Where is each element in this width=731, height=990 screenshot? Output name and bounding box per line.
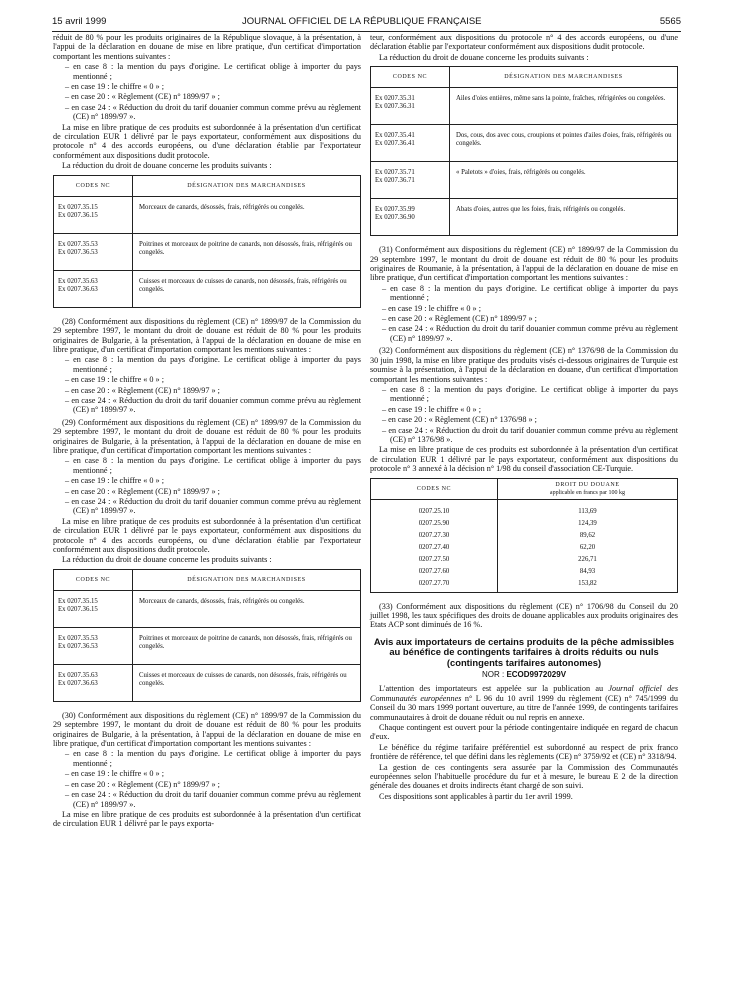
codes-cell xyxy=(371,125,450,162)
codes-cell xyxy=(54,270,133,307)
designation-cell: Cuisses et morceaux de cuisses de canards, non désossés, frais, réfrigérés ou congelés. xyxy=(133,270,361,307)
mention-item: – en case 8 : la mention du pays d'origine. Le certificat oblige à importer du pays mentionné ; xyxy=(382,283,678,303)
designation-cell: Cuisses et morceaux de cuisses de canards, non désossés, frais, réfrigérés ou congelés. xyxy=(133,664,361,701)
mention-item: – en case 8 : la mention du pays d'origine. Le certificat oblige à importer du pays mentionné ; xyxy=(65,355,361,374)
code-nc: Ex 0207.36.15 xyxy=(58,605,98,613)
table-row xyxy=(371,578,678,593)
droit-value: 124,39 xyxy=(498,518,678,530)
column-header-codes: CODES NC xyxy=(54,569,133,590)
droit-value: 226,71 xyxy=(498,554,678,566)
designation-cell: Dos, cous, dos avec cous, croupions et pointes d'ailes d'oies, frais, réfrigérés ou congelés. xyxy=(450,125,678,162)
mention-item: – en case 20 : « Règlement (CE) n° 1899/97 » ; xyxy=(65,92,220,102)
paragraph-reduction: La réduction du droit de douane concerne les produits suivants : xyxy=(62,161,272,171)
paragraph-32: (32) Conformément aux dispositions du règlement (CE) n° 1376/98 de la Commission du 30 juin 1998, la mise en libre pratique des produits visés ci-dessous originaires de Turquie est soumise à la présentation, à l'appui de la déclaration en douane, d'un certificat d'importation comportant les mentions suivantes : xyxy=(370,346,678,384)
avis-p1-end: n° L 96 du 10 avril 1999 du règlement (CE) n° 745/1999 du Conseil du 30 mars 1999 portant ouverture, au titre de l'année 1999, de contingents tarifaires communautaires à droit de douane réduit ou nul repris en annexe. xyxy=(370,693,678,722)
nor-label: NOR : xyxy=(481,670,505,679)
code-nc: Ex 0207.35.41 xyxy=(375,132,415,140)
mentions-list xyxy=(370,284,678,343)
table-row xyxy=(371,554,678,566)
paragraph-slovaquie: réduit de 80 % pour les produits originaires de la République slovaque, à la présentation, à l'appui de la déclaration en douane de mise en libre pratique, d'un certificat d'importation comportant les mentions suivantes : xyxy=(53,33,361,61)
nor-reference xyxy=(370,670,678,679)
designation-cell: Morceaux de canards, désossés, frais, réfrigérés ou congelés. xyxy=(133,590,361,627)
right-column xyxy=(370,33,678,802)
paragraph-mise-en-libre: La mise en libre pratique de ces produits est subordonnée à la présentation d'un certificat de circulation EUR 1 délivré par le pays exporta- xyxy=(53,809,361,829)
table-row xyxy=(371,199,678,236)
paragraph-33: (33) Conformément aux dispositions du règlement (CE) n° 1706/98 du Conseil du 20 juillet 1998, les taux spécifiques des droits de douane applicables aux produits originaires des Etats ACP sont diminués de 16 %. xyxy=(370,601,678,630)
mention-item: – en case 8 : la mention du pays d'origine. Le certificat oblige à importer du pays mentionné ; xyxy=(382,384,678,404)
mentions-list xyxy=(53,456,361,515)
column-header-droit xyxy=(498,478,678,499)
codes-cell xyxy=(371,199,450,236)
table-row xyxy=(371,499,678,518)
avis-paragraph-1 xyxy=(370,684,678,722)
mention-item: – en case 19 : le chiffre « 0 » ; xyxy=(65,82,164,92)
mention-item: – en case 20 : « Règlement (CE) n° 1899/97 » ; xyxy=(65,779,220,789)
table-row xyxy=(371,566,678,578)
droit-header-line2: applicable en francs par 100 kg xyxy=(549,489,626,496)
mentions-list xyxy=(53,749,361,808)
mention-item: – en case 8 : la mention du pays d'origine. Le certificat oblige à importer du pays mentionné ; xyxy=(65,749,361,768)
column-header-codes: CODES NC xyxy=(54,175,133,196)
mention-item: – en case 24 : « Réduction du droit du tarif douanier commun comme prévu au règlement (CE) n° 1899/97 ». xyxy=(382,324,678,343)
paragraph-reduction: La réduction du droit de douane concerne les produits suivants : xyxy=(379,52,589,62)
droit-value: 153,82 xyxy=(498,578,678,593)
code-nc: Ex 0207.35.71 xyxy=(375,169,415,177)
header-page-number: 5565 xyxy=(659,16,681,27)
code-nc: Ex 0207.35.63 xyxy=(58,277,98,285)
mention-item: – en case 24 : « Réduction du droit du tarif douanier commun comme prévu au règlement (CE) n° 1376/98 ». xyxy=(382,425,678,444)
avis-paragraph-3: Le bénéfice du régime tarifaire préférentiel est subordonné au respect de prix franco frontière de référence, tel que défini dans les règlements (CE) n° 3759/92 et (CE) n° 3318/94. xyxy=(370,742,678,762)
products-table xyxy=(53,569,361,702)
column-header-designation: DÉSIGNATION DES MARCHANDISES xyxy=(133,569,361,590)
mention-item: – en case 19 : le chiffre « 0 » ; xyxy=(65,375,164,385)
products-table xyxy=(370,66,678,236)
code-nc: Ex 0207.36.63 xyxy=(58,285,98,293)
code-nc: Ex 0207.35.99 xyxy=(375,206,415,214)
table-row xyxy=(371,542,678,554)
code-nc: Ex 0207.36.90 xyxy=(375,214,415,222)
mention-item: – en case 19 : le chiffre « 0 » ; xyxy=(65,476,164,486)
page-header xyxy=(52,16,681,28)
mention-item: – en case 24 : « Réduction du droit du tarif douanier commun comme prévu au règlement (CE) n° 1899/97 ». xyxy=(65,790,361,809)
mention-item: – en case 19 : le chiffre « 0 » ; xyxy=(382,404,481,414)
paragraph-reduction: La réduction du droit de douane concerne les produits suivants : xyxy=(62,555,272,565)
code-nc: Ex 0207.35.53 xyxy=(58,240,98,248)
mention-item: – en case 8 : la mention du pays d'origine. Le certificat oblige à importer du pays mentionné ; xyxy=(65,456,361,475)
code-nc: Ex 0207.35.15 xyxy=(58,203,98,211)
mention-item: – en case 20 : « Règlement (CE) n° 1376/98 » ; xyxy=(382,415,537,425)
codes-cell xyxy=(54,233,133,270)
table-row xyxy=(54,233,361,270)
droit-header-line1: DROIT DU DOUANE xyxy=(555,481,620,488)
designation-cell: « Paletots » d'oies, frais, réfrigérés ou congelés. xyxy=(450,162,678,199)
mention-item: – en case 24 : « Réduction du droit du tarif douanier commun comme prévu au règlement (CE) n° 1899/97 ». xyxy=(65,497,361,516)
code-nc: 0207.27.70 xyxy=(371,578,498,593)
code-nc: 0207.25.10 xyxy=(371,499,498,518)
codes-cell xyxy=(371,162,450,199)
paragraph-mise-en-libre: La mise en libre pratique de ces produits est subordonnée à la présentation d'un certificat de circulation EUR 1 délivré par le pays exportateur, conformément aux dispositions du protocole n° 4 des accords européens, ou d'une déclaration établie par l'exportateur conformément aux dispositions dudit protocole. xyxy=(53,516,361,555)
avis-paragraph-5: Ces dispositions sont applicables à partir du 1er avril 1999. xyxy=(379,791,573,801)
paragraph-30: (30) Conformément aux dispositions du règlement (CE) n° 1899/97 de la Commission du 29 septembre 1997, le montant du droit de douane est réduit de 80 % pour les produits originaires de Bulgarie, à la présentation, à l'appui de la déclaration en douane de mise en libre pratique, d'un certificat d'importation comportant les mentions suivantes : xyxy=(53,710,361,749)
code-nc: Ex 0207.35.53 xyxy=(58,634,98,642)
mention-item: – en case 8 : la mention du pays d'origine. Le certificat oblige à importer du pays mentionné ; xyxy=(65,62,361,81)
avis-heading: Avis aux importateurs de certains produits de la pêche admissibles au bénéfice de contingents tarifaires à droits réduits ou nuls (contingents tarifaires autonomes) xyxy=(373,635,675,668)
code-nc: Ex 0207.36.15 xyxy=(58,211,98,219)
mention-item: – en case 20 : « Règlement (CE) n° 1899/97 » ; xyxy=(65,486,220,496)
header-date: 15 avril 1999 xyxy=(52,16,107,27)
column-header-designation: DÉSIGNATION DES MARCHANDISES xyxy=(450,67,678,88)
code-nc: Ex 0207.36.63 xyxy=(58,679,98,687)
code-nc: Ex 0207.36.31 xyxy=(375,103,415,111)
code-nc: Ex 0207.35.15 xyxy=(58,597,98,605)
header-journal-title: JOURNAL OFFICIEL DE LA RÉPUBLIQUE FRANÇAISE xyxy=(242,16,482,27)
paragraph-continuation: teur, conformément aux dispositions du protocole n° 4 des accords européens, ou d'une déclaration établie par l'exportateur conformément aux dispositions dudit protocole. xyxy=(370,33,678,52)
table-row xyxy=(371,162,678,199)
table-row xyxy=(54,270,361,307)
designation-cell: Ailes d'oies entières, même sans la pointe, fraîches, réfrigérées ou congelées. xyxy=(450,88,678,125)
table-row xyxy=(371,125,678,162)
code-nc: 0207.25.90 xyxy=(371,518,498,530)
mention-item: – en case 20 : « Règlement (CE) n° 1899/97 » ; xyxy=(382,314,537,324)
table-row xyxy=(371,518,678,530)
code-nc: Ex 0207.36.41 xyxy=(375,140,415,148)
mentions-list xyxy=(53,62,361,121)
code-nc: 0207.27.60 xyxy=(371,566,498,578)
paragraph-31: (31) Conformément aux dispositions du règlement (CE) n° 1899/97 de la Commission du 29 septembre 1997, le montant du droit de douane est réduit de 80 % pour les produits originaires de Roumanie, à la présentation, à l'appui de la déclaration en douane de mise en libre pratique, d'un certificat d'importation comportant les mentions suivantes : xyxy=(370,245,678,283)
code-nc: 0207.27.50 xyxy=(371,554,498,566)
code-nc: Ex 0207.36.71 xyxy=(375,177,415,185)
column-header-codes: CODES NC xyxy=(371,67,450,88)
avis-paragraph-2: Chaque contingent est ouvert pour la période contingentaire indiquée en regard de chacun d'eux. xyxy=(370,723,678,742)
mention-item: – en case 24 : « Réduction du droit du tarif douanier commun comme prévu au règlement (CE) n° 1899/97 ». xyxy=(65,102,361,122)
table-row xyxy=(54,590,361,627)
mention-item: – en case 24 : « Réduction du droit du tarif douanier commun comme prévu au règlement (CE) n° 1899/97 ». xyxy=(65,395,361,415)
designation-cell: Morceaux de canards, désossés, frais, réfrigérés ou congelés. xyxy=(133,196,361,233)
column-header-codes: CODES NC xyxy=(371,478,498,499)
mentions-list xyxy=(370,385,678,444)
table-row xyxy=(54,627,361,664)
codes-cell xyxy=(54,196,133,233)
codes-cell xyxy=(54,590,133,627)
mentions-list xyxy=(53,355,361,414)
paragraph-29: (29) Conformément aux dispositions du règlement (CE) n° 1899/97 de la Commission du 29 septembre 1997, le montant du droit de douane est réduit de 80 % pour les produits originaires de Bulgarie, à la présentation, à l'appui de la déclaration en douane de mise en libre pratique, d'un certificat d'importation comportant les mentions suivantes : xyxy=(53,417,361,455)
codes-cell xyxy=(371,88,450,125)
avis-p1-start: L'attention des importateurs est appelée sur la publication au xyxy=(379,684,604,694)
code-nc: 0207.27.30 xyxy=(371,530,498,542)
designation-cell: Abats d'oies, autres que les foies, frais, réfrigérés ou congelés. xyxy=(450,199,678,236)
code-nc: 0207.27.40 xyxy=(371,542,498,554)
paragraph-28: (28) Conformément aux dispositions du règlement (CE) n° 1899/97 de la Commission du 29 septembre 1997, le montant du droit de douane est réduit de 80 % pour les produits originaires de Bulgarie, à la présentation, à l'appui de la déclaration en douane de mise en libre pratique, d'un certificat d'importation comportant les mentions suivantes : xyxy=(53,316,361,354)
column-header-designation: DÉSIGNATION DES MARCHANDISES xyxy=(133,175,361,196)
designation-cell: Poitrines et morceaux de poitrine de canards, non désossés, frais, réfrigérés ou congelés. xyxy=(133,233,361,270)
code-nc: Ex 0207.35.31 xyxy=(375,95,415,103)
code-nc: Ex 0207.35.63 xyxy=(58,671,98,679)
duty-table xyxy=(370,478,678,593)
codes-cell xyxy=(54,664,133,701)
table-row xyxy=(54,196,361,233)
left-column xyxy=(53,33,361,830)
code-nc: Ex 0207.36.53 xyxy=(58,642,98,650)
droit-value: 62,20 xyxy=(498,542,678,554)
codes-cell xyxy=(54,627,133,664)
journal-officiel-ref: Journal officiel des Communautés européennes xyxy=(370,684,679,703)
paragraph-mise-en-libre: La mise en libre pratique de ces produits est subordonnée à la présentation d'un certificat de circulation EUR 1 délivré par le pays exportateur, conformément aux dispositions du protocole n° 4 des accords européens, ou d'une déclaration établie par l'exportateur conformément aux dispositions dudit protocole. xyxy=(53,122,361,160)
designation-cell: Poitrines et morceaux de poitrine de canards, non désossés, frais, réfrigérés ou congelés. xyxy=(133,627,361,664)
table-row xyxy=(371,530,678,542)
mention-item: – en case 19 : le chiffre « 0 » ; xyxy=(382,303,481,313)
droit-value: 89,62 xyxy=(498,530,678,542)
avis-paragraph-4: La gestion de ces contingents sera assurée par la Commission des Communautés européennes selon l'habituelle procédure du fur et à mesure, le bureau E 2 de la direction générale des douanes et droits indirects étant chargé de son suivi. xyxy=(370,762,678,791)
code-nc: Ex 0207.36.53 xyxy=(58,248,98,256)
header-rule xyxy=(52,31,681,32)
mention-item: – en case 20 : « Règlement (CE) n° 1899/97 » ; xyxy=(65,385,220,395)
droit-value: 84,93 xyxy=(498,566,678,578)
mention-item: – en case 19 : le chiffre « 0 » ; xyxy=(65,769,164,779)
droit-value: 113,69 xyxy=(498,499,678,518)
table-row xyxy=(54,664,361,701)
nor-code: ECOD9972029V xyxy=(506,670,567,679)
products-table xyxy=(53,175,361,308)
paragraph-mise-en-libre: La mise en libre pratique de ces produits est subordonnée à la présentation d'un certificat de circulation EUR 1 délivré par le pays exportateur, conformément aux dispositions du protocole n° 3 annexé à la décision n° 1/98 du conseil d'association CE-Turquie. xyxy=(370,445,678,474)
table-row xyxy=(371,88,678,125)
